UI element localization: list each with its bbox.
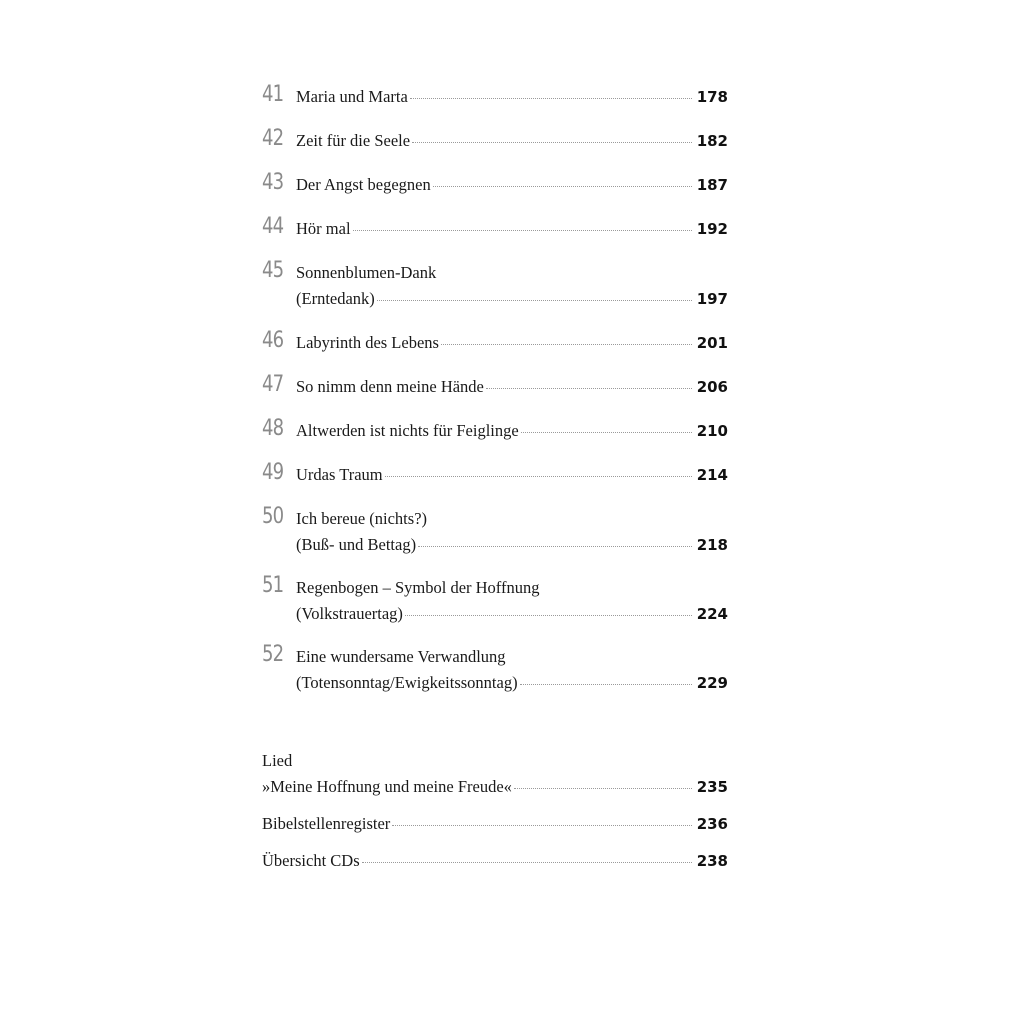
chapter-title: Maria und Marta (296, 87, 408, 106)
toc-entry-50[interactable] (262, 506, 728, 558)
appendix-title: Übersicht CDs (262, 851, 360, 870)
chapter-number: 46 (262, 328, 284, 353)
toc-entry-52[interactable] (262, 644, 728, 696)
toc-entry-49[interactable] (262, 462, 728, 488)
toc-entry-51[interactable] (262, 575, 728, 627)
chapter-number: 43 (262, 170, 284, 195)
toc-entry-43[interactable] (262, 172, 728, 198)
chapter-number: 52 (262, 642, 284, 667)
toc-entry-48[interactable] (262, 418, 728, 444)
page-number: 178 (696, 88, 728, 106)
dot-leader (353, 230, 692, 231)
chapter-title: Altwerden ist nichts für Feiglinge (296, 421, 519, 440)
chapter-subtitle: (Volkstrauertag) (296, 604, 403, 623)
page-number: 192 (696, 220, 728, 238)
chapter-number: 47 (262, 372, 284, 397)
page-number: 214 (696, 466, 728, 484)
dot-leader (377, 300, 692, 301)
page-number: 206 (696, 378, 728, 396)
appendix-title: Lied (262, 751, 293, 770)
appendix-entry-cds[interactable] (262, 848, 728, 874)
appendix-subtitle: »Meine Hoffnung und meine Freude« (262, 777, 512, 796)
dot-leader (441, 344, 692, 345)
page-number: 210 (696, 422, 728, 440)
chapter-title: Sonnenblumen-Dank (296, 263, 437, 282)
chapter-title: Urdas Traum (296, 465, 383, 484)
page-number: 197 (696, 290, 728, 308)
page-number: 235 (696, 778, 728, 796)
chapter-number: 51 (262, 573, 284, 598)
chapter-number: 48 (262, 416, 284, 441)
dot-leader (385, 476, 692, 477)
toc-entry-44[interactable] (262, 216, 728, 242)
chapter-number: 50 (262, 504, 284, 529)
chapter-subtitle: (Totensonntag/Ewigkeitssonntag) (296, 673, 518, 692)
appendix-entry-bibelstellenregister[interactable] (262, 811, 728, 837)
dot-leader (433, 186, 692, 187)
page-number: 229 (696, 674, 728, 692)
page-number: 187 (696, 176, 728, 194)
chapter-title: Der Angst begegnen (296, 175, 431, 194)
chapter-number: 49 (262, 460, 284, 485)
page-number: 238 (696, 852, 728, 870)
dot-leader (418, 546, 692, 547)
dot-leader (362, 862, 692, 863)
chapter-title: Eine wundersame Verwandlung (296, 647, 506, 666)
appendix-entry-lied[interactable] (262, 748, 728, 800)
dot-leader (410, 98, 692, 99)
chapter-number: 45 (262, 258, 284, 283)
toc-entry-47[interactable] (262, 374, 728, 400)
toc-entry-41[interactable] (262, 84, 728, 110)
page-number: 218 (696, 536, 728, 554)
chapter-number: 42 (262, 126, 284, 151)
chapter-number: 44 (262, 214, 284, 239)
toc-entry-46[interactable] (262, 330, 728, 356)
chapter-title: Regenbogen – Symbol der Hoffnung (296, 578, 540, 597)
page-number: 236 (696, 815, 728, 833)
chapter-title: Ich bereue (nichts?) (296, 509, 428, 528)
dot-leader (520, 684, 692, 685)
dot-leader (405, 615, 692, 616)
dot-leader (392, 825, 692, 826)
chapter-number: 41 (262, 82, 284, 107)
dot-leader (486, 388, 692, 389)
page-number: 224 (696, 605, 728, 623)
appendix-title: Bibelstellenregister (262, 814, 391, 833)
toc-entry-45[interactable] (262, 260, 728, 312)
chapter-subtitle: (Buß- und Bettag) (296, 535, 417, 554)
chapter-title: So nimm denn meine Hände (296, 377, 484, 396)
dot-leader (521, 432, 692, 433)
dot-leader (514, 788, 692, 789)
chapter-title: Labyrinth des Lebens (296, 333, 439, 352)
chapter-title: Zeit für die Seele (296, 131, 411, 150)
page-number: 201 (696, 334, 728, 352)
chapter-subtitle: (Erntedank) (296, 289, 375, 308)
chapter-title: Hör mal (296, 219, 351, 238)
page-number: 182 (696, 132, 728, 150)
toc-entry-42[interactable] (262, 128, 728, 154)
dot-leader (412, 142, 692, 143)
